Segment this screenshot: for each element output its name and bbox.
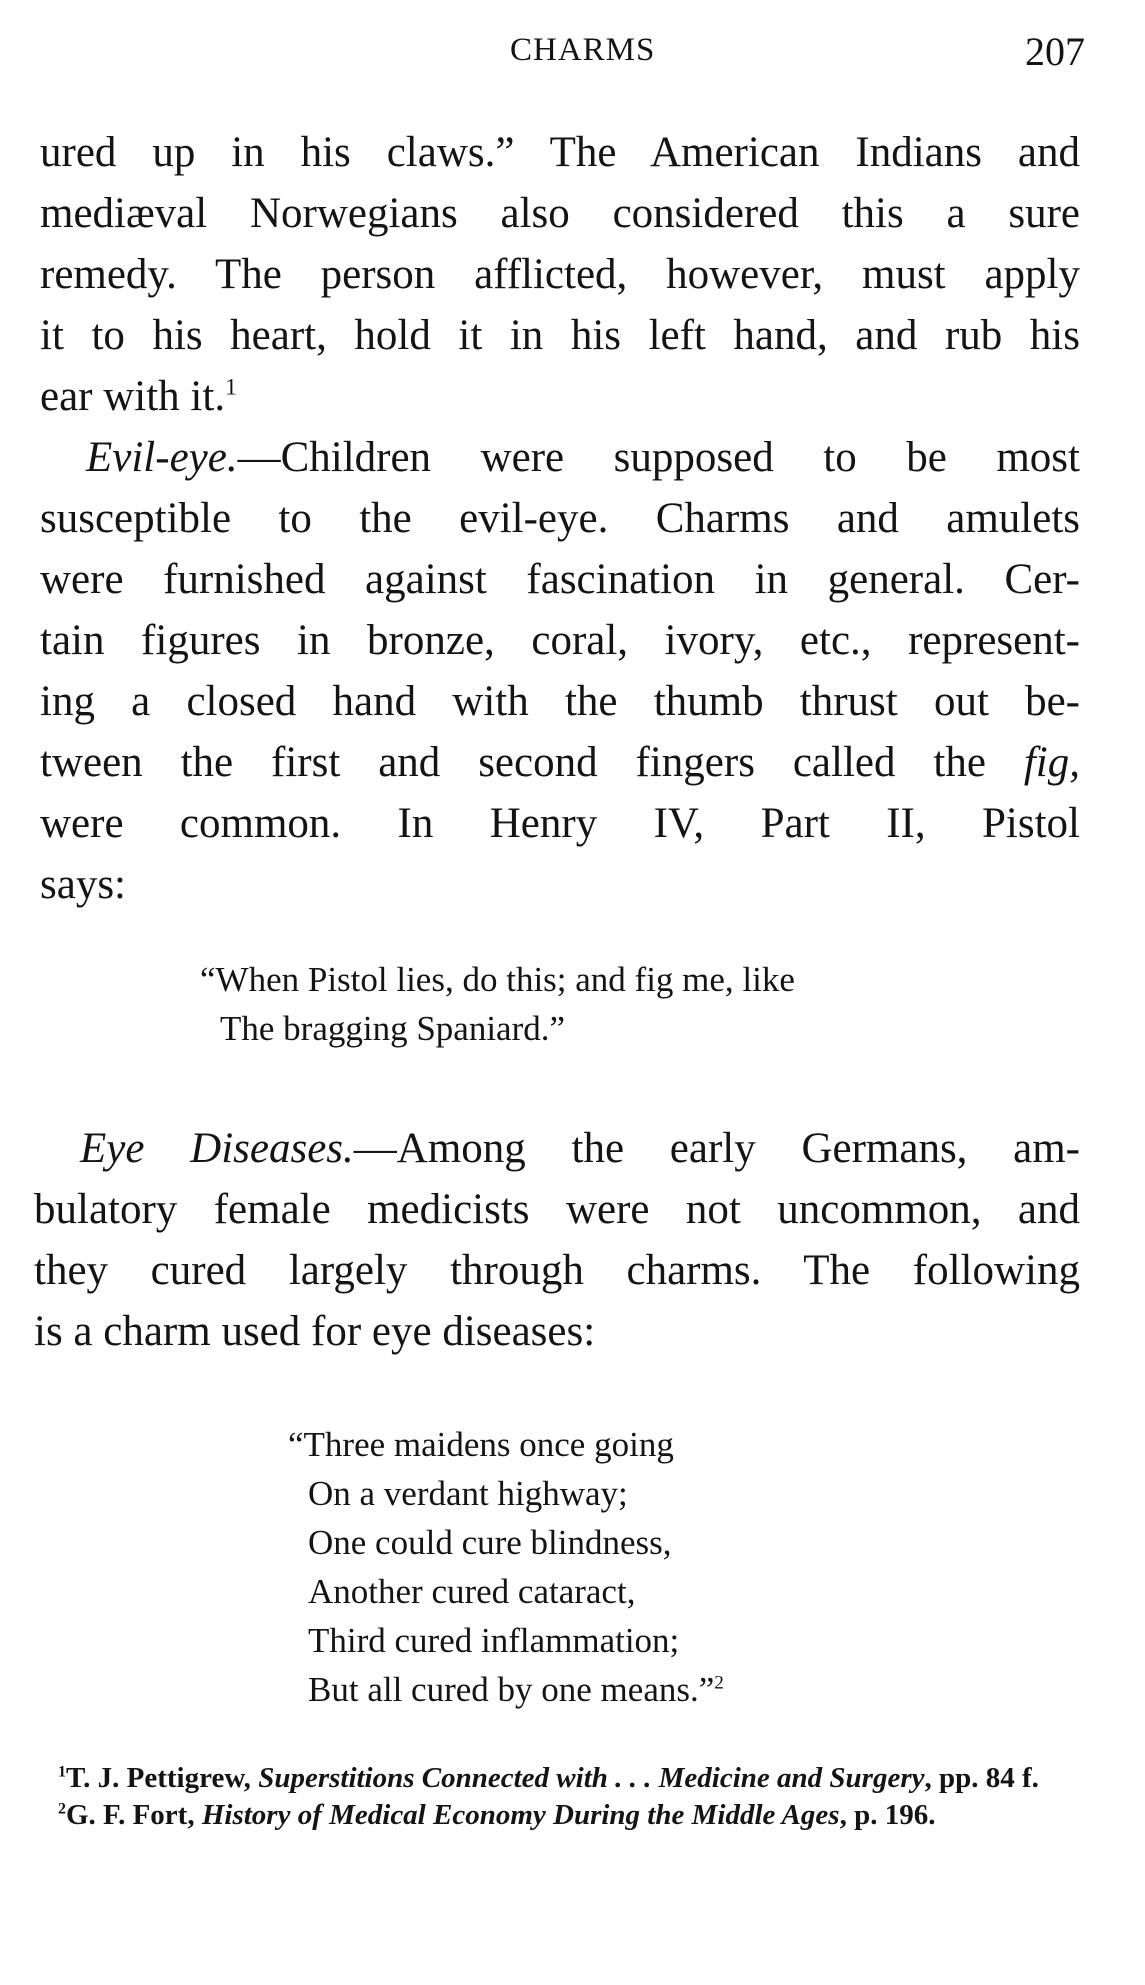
footnote-title: History of Medical Economy During the Middle Ages — [201, 1799, 840, 1831]
text-line — [40, 427, 1080, 488]
quote-charm-poem — [288, 1420, 724, 1714]
footnotes — [32, 1760, 1082, 1834]
running-title: CHARMS — [510, 32, 656, 68]
poem-line: Third cured inflammation; — [308, 1621, 680, 1660]
text-line — [40, 732, 1080, 793]
text-line: says: — [40, 861, 126, 908]
poem-line: “Three maidens once going — [288, 1425, 674, 1464]
paragraph-claws — [40, 122, 1080, 427]
text-line: tain figures in bronze, coral, ivory, etc., represent- — [40, 617, 1080, 664]
text-line: bulatory female medicists were not uncommon, and — [34, 1186, 1080, 1233]
running-head — [40, 28, 1085, 78]
footnote-rest: , pp. 84 f. — [924, 1762, 1039, 1794]
footnote-marker: 2 — [58, 1800, 66, 1818]
footnote-1 — [32, 1760, 1082, 1797]
text-line: were furnished against fascination in general. Cer- — [40, 556, 1080, 603]
page-number: 207 — [1025, 29, 1085, 74]
footnote-2 — [32, 1797, 1082, 1834]
section-heading-eye-diseases: Eye Diseases. — [80, 1125, 354, 1172]
poem-line: On a verdant highway; — [308, 1474, 628, 1513]
footnote-ref: 1 — [225, 374, 237, 401]
text-span: ear with it. — [40, 373, 226, 420]
text-span: tween the first and second fingers called the — [40, 739, 1024, 786]
footnote-ref: 2 — [714, 1672, 724, 1694]
text-line: mediæval Norwegians also considered this a sure — [40, 190, 1080, 237]
poem-line — [288, 1665, 724, 1714]
quote-line: The bragging Spaniard.” — [220, 1009, 566, 1048]
footnote-title: Superstitions Connected with . . . Medicine and Surgery — [258, 1762, 925, 1794]
paragraph-evil-eye — [40, 427, 1080, 915]
text-line: ing a closed hand with the thumb thrust out be- — [40, 678, 1080, 725]
footnote-author: G. F. Fort, — [65, 1799, 202, 1831]
body-text — [40, 122, 1080, 915]
fig-word: fig, — [1023, 739, 1080, 786]
text-line: it to his heart, hold it in his left hand, and rub his — [40, 312, 1080, 359]
text-line: they cured largely through charms. The following — [34, 1247, 1080, 1294]
footnote-rest: , p. 196. — [839, 1799, 936, 1831]
text-span: —Children were supposed to be most — [237, 434, 1080, 481]
section-heading-evil-eye: Evil-eye. — [86, 434, 238, 481]
text-line — [34, 1118, 1080, 1179]
text-line — [40, 366, 1080, 427]
text-span: But all cured by one means.” — [308, 1670, 715, 1709]
footnote-author: T. J. Pettigrew, — [65, 1762, 259, 1794]
text-span: —Among the early Germans, am- — [353, 1125, 1081, 1172]
text-line: remedy. The person afflicted, however, must apply — [40, 251, 1080, 298]
quote-pistol — [200, 955, 795, 1053]
footnote-marker: 1 — [58, 1763, 66, 1781]
paragraph-eye-diseases — [34, 1118, 1080, 1362]
quote-line: “When Pistol lies, do this; and fig me, like — [200, 960, 795, 999]
text-line: is a charm used for eye diseases: — [34, 1308, 596, 1355]
text-line: were common. In Henry IV, Part II, Pistol — [40, 800, 1080, 847]
text-line: ured up in his claws.” The American Indians and — [40, 129, 1080, 176]
poem-line: One could cure blindness, — [308, 1523, 672, 1562]
text-line: susceptible to the evil-eye. Charms and amulets — [40, 495, 1080, 542]
poem-line: Another cured cataract, — [308, 1572, 636, 1611]
